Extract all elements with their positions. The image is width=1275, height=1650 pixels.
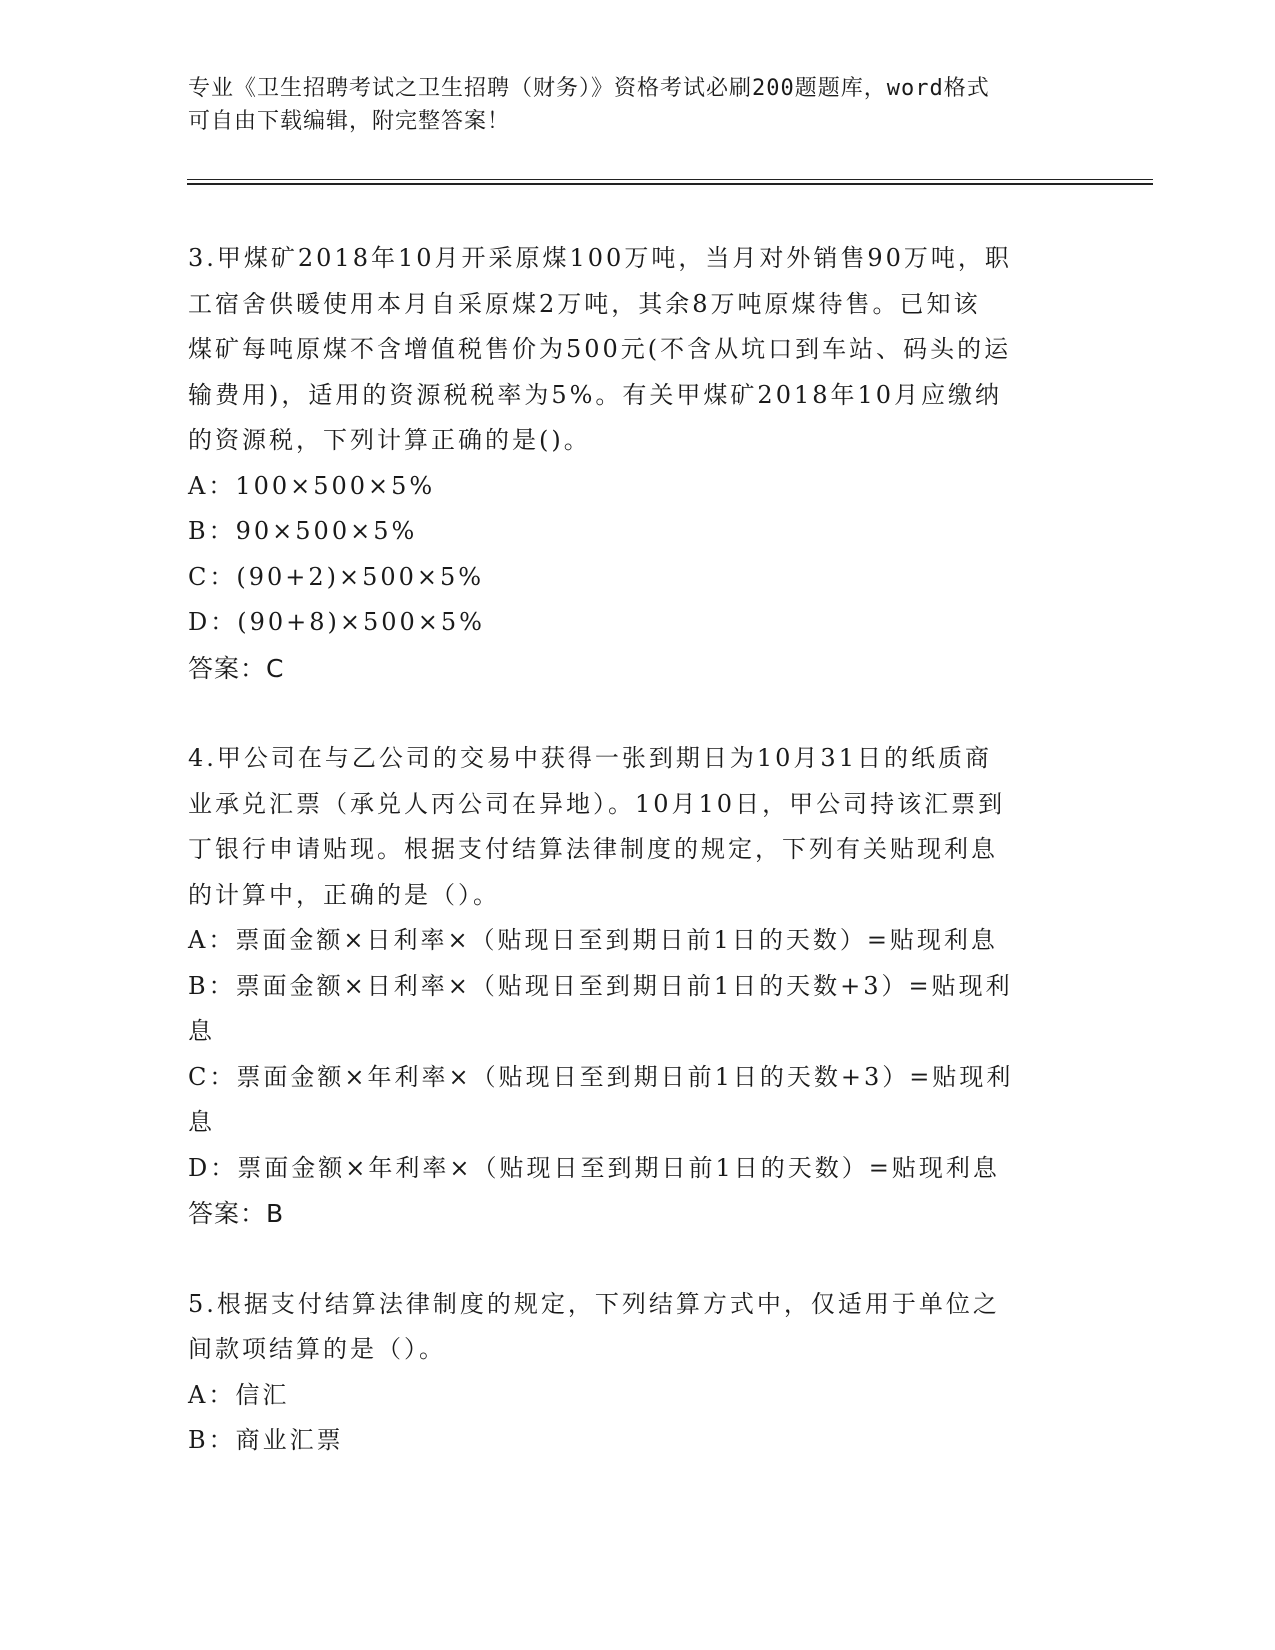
- question-stem-line: 煤矿每吨原煤不含增值税售价为500元(不含从坑口到车站、码头的运: [188, 335, 1012, 363]
- header-line: 专业《卫生招聘考试之卫生招聘（财务）》资格考试必刷200题题库，word格式: [188, 76, 990, 101]
- option-a: A：票面金额×日利率×（贴现日至到期日前1日的天数）=贴现利息: [188, 926, 998, 954]
- question-4: [188, 736, 1088, 1237]
- question-stem-line: 4.甲公司在与乙公司的交易中获得一张到期日为10月31日的纸质商: [188, 744, 992, 772]
- question-stem-line: 5.根据支付结算法律制度的规定，下列结算方式中，仅适用于单位之: [188, 1289, 1000, 1318]
- option-d: D：票面金额×年利率×（贴现日至到期日前1日的天数）=贴现利息: [188, 1153, 1000, 1182]
- header-rule-thin: [187, 179, 1153, 180]
- question-stem-line: 业承兑汇票（承兑人丙公司在异地）。10月10日，甲公司持该汇票到: [188, 789, 1006, 818]
- option-b: B：商业汇票: [188, 1426, 344, 1454]
- question-spacer: [188, 1237, 1088, 1282]
- question-spacer: [188, 691, 1088, 736]
- question-stem-line: 3.甲煤矿2018年10月开采原煤100万吨，当月对外销售90万吨，职: [188, 244, 1012, 272]
- option-a: A：100×500×5%: [188, 471, 436, 500]
- header-line: 可自由下载编辑，附完整答案！: [188, 109, 511, 134]
- question-3: [188, 236, 1088, 691]
- question-stem-line: 丁银行申请贴现。根据支付结算法律制度的规定，下列有关贴现利息: [188, 835, 998, 863]
- document-header: [188, 72, 1068, 138]
- option-b-continued: 息: [188, 1017, 215, 1045]
- question-stem-line: 间款项结算的是（）。: [188, 1335, 446, 1363]
- question-stem-line: 的计算中，正确的是（）。: [188, 880, 500, 909]
- question-list: [188, 236, 1088, 1464]
- option-a: A：信汇: [188, 1380, 290, 1409]
- question-stem-line: 的资源税，下列计算正确的是()。: [188, 426, 591, 454]
- question-stem-line: 输费用)，适用的资源税税率为5%。有关甲煤矿2018年10月应缴纳: [188, 380, 1003, 409]
- option-c: C：(90+2)×500×5%: [188, 562, 485, 591]
- option-b: B：90×500×5%: [188, 517, 418, 545]
- option-c-continued: 息: [188, 1108, 215, 1136]
- answer-label: 答案：B: [188, 1199, 285, 1228]
- answer-label: 答案：C: [188, 653, 285, 683]
- option-d: D：(90+8)×500×5%: [188, 608, 485, 636]
- question-5: [188, 1282, 1088, 1464]
- option-c: C：票面金额×年利率×（贴现日至到期日前1日的天数+3）=贴现利: [188, 1062, 1014, 1091]
- question-stem-line: 工宿舍供暖使用本月自采原煤2万吨，其余8万吨原煤待售。已知该: [188, 289, 981, 318]
- header-rule-thick: [187, 183, 1153, 185]
- option-b: B：票面金额×日利率×（贴现日至到期日前1日的天数+3）=贴现利: [188, 971, 1013, 1000]
